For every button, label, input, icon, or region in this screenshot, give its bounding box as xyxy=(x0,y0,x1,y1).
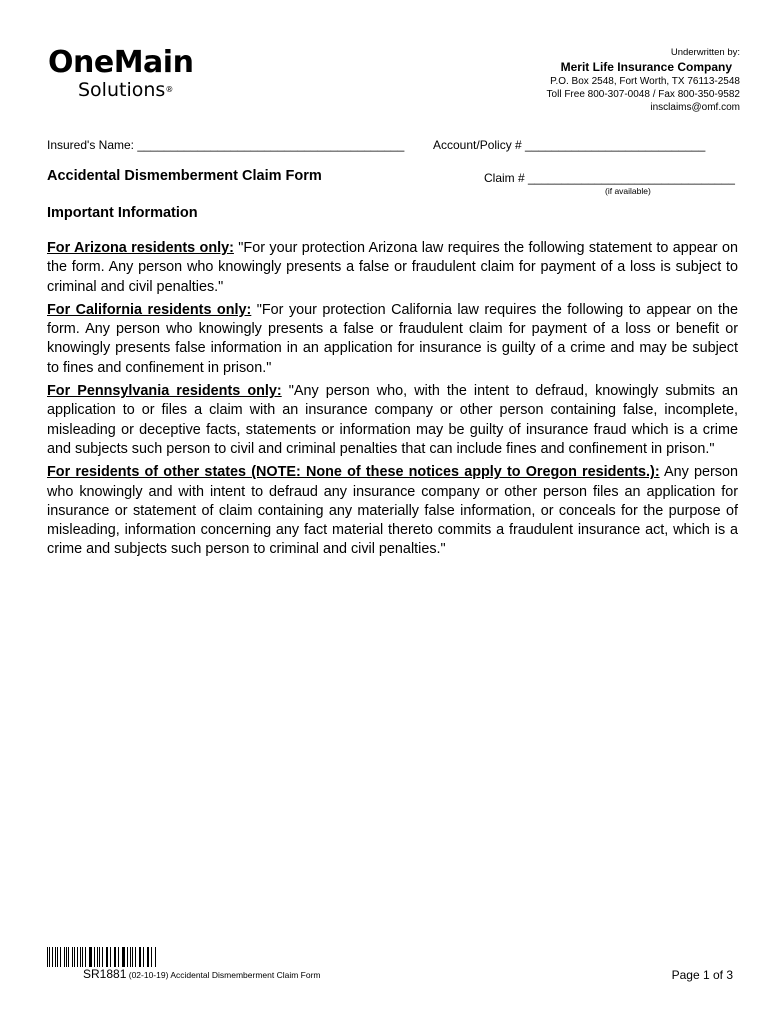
notice-text: Any person who knowingly and with intent to defraud any insurance company or other person files an application for insurance or statement of claim containing any materially false information, or conceals for the purpose of misleading, information concerning any fact material thereto commits a fraudulent insurance act, which is a crime and subjects such person to criminal and civil penalties." xyxy=(47,464,738,558)
notice-heading: For California residents only: xyxy=(47,301,252,318)
barcode-bar xyxy=(148,947,149,967)
barcode-bar xyxy=(147,947,148,967)
barcode-bar xyxy=(118,947,119,967)
notice-heading: For Arizona residents only: xyxy=(47,240,234,256)
barcode-bar xyxy=(77,947,78,967)
barcode-bar xyxy=(143,947,144,967)
account-policy-field[interactable]: Account/Policy # ___________________________ xyxy=(433,138,706,152)
logo-sub-word: Solutions xyxy=(78,79,166,101)
insurer-company-name: Merit Life Insurance Company xyxy=(560,60,732,74)
page-number: Page 1 of 3 xyxy=(671,968,733,982)
barcode-bar xyxy=(55,947,56,967)
barcode-bar xyxy=(127,947,128,967)
barcode-bar xyxy=(107,947,108,967)
registered-mark: ® xyxy=(165,85,174,94)
notice-text: "For your protection Arizona law requires the following statement to appear on the form. Any person who knowingly presents a false or fraudulent claim for payment of a loss is subject to criminal and civil penalties." xyxy=(47,240,738,295)
barcode-bar xyxy=(52,947,53,967)
barcode-bar xyxy=(74,947,75,967)
form-description: (02-10-19) Accidental Dismemberment Claim Form xyxy=(126,970,321,980)
barcode-bar xyxy=(140,947,141,967)
barcode-bar xyxy=(72,947,73,967)
barcode-bar xyxy=(80,947,81,967)
barcode-bar xyxy=(106,947,107,967)
barcode-bar xyxy=(47,947,48,967)
notice-heading: For residents of other states (NOTE: None of these notices apply to Oregon residents.): xyxy=(47,464,660,481)
barcode-bar xyxy=(110,947,111,967)
barcode-bar xyxy=(115,947,116,967)
onemain-logo xyxy=(48,46,193,100)
if-available-note: (if available) xyxy=(605,186,651,196)
notice-heading: For Pennsylvania residents only: xyxy=(47,383,282,400)
barcode-bar xyxy=(85,947,86,967)
insurer-block xyxy=(547,46,740,114)
barcode-bar xyxy=(66,947,67,967)
insurer-phone-fax: Toll Free 800-307-0048 / Fax 800-350-9582 xyxy=(546,89,740,100)
logo-main-text: OneMain xyxy=(48,45,194,80)
barcode-bar xyxy=(151,947,152,967)
form-code: SR1881 xyxy=(83,967,127,981)
barcode-bar xyxy=(114,947,115,967)
notice-text: "For your protection California law requires the following to appear on the form. Any person who knowingly presents a false or fraudulent claim for payment of a loss or benefit or knowingly presents false information in an application for insurance is guilty of a crime and may be subject to fines and confinement in prison." xyxy=(47,301,738,376)
barcode-bar xyxy=(57,947,58,967)
barcode-bar xyxy=(89,947,90,967)
state-notices xyxy=(47,239,738,564)
barcode-bar xyxy=(60,947,62,967)
barcode-bar xyxy=(132,947,133,967)
barcode-bar xyxy=(49,947,50,967)
form-code-footer xyxy=(83,967,321,981)
barcode-bar xyxy=(130,947,131,967)
barcode-bar xyxy=(135,947,136,967)
logo-sub-text xyxy=(78,80,193,100)
barcode-bar xyxy=(97,947,98,967)
barcode-bar xyxy=(90,947,92,967)
form-title: Accidental Dismemberment Claim Form xyxy=(47,168,322,184)
barcode-bar xyxy=(94,947,95,967)
barcode-bar xyxy=(139,947,140,967)
notice-text: "Any person who, with the intent to defraud, knowingly submits an application to or files a claim with an insurance company or other person containing false, incomplete, misleading or deceptive facts, statements or information may be guilty of insurance fraud which is a crime and subjects such person to civil and criminal penalties that can include fines and confinement in prison." xyxy=(47,383,738,457)
barcode-bar xyxy=(122,947,123,967)
insurer-email: insclaims@omf.com xyxy=(650,102,740,113)
claim-number-field[interactable]: Claim # _______________________________ xyxy=(484,171,735,185)
insurer-address: P.O. Box 2548, Fort Worth, TX 76113-2548 xyxy=(550,76,740,87)
barcode-bar xyxy=(68,947,69,967)
arizona-notice xyxy=(47,239,738,297)
barcode-image xyxy=(47,947,157,967)
other-states-notice xyxy=(47,463,738,559)
barcode-bar xyxy=(99,947,100,967)
pennsylvania-notice xyxy=(47,382,738,459)
barcode-bar xyxy=(102,947,103,967)
insured-name-field[interactable]: Insured's Name: ________________________________________ xyxy=(47,138,405,152)
barcode-bar xyxy=(82,947,83,967)
california-notice xyxy=(47,301,738,378)
underwritten-by-label: Underwritten by: xyxy=(670,47,740,58)
important-information-heading: Important Information xyxy=(47,205,198,221)
barcode-bar xyxy=(64,947,65,967)
barcode-bar xyxy=(123,947,125,967)
barcode-bar xyxy=(155,947,156,967)
